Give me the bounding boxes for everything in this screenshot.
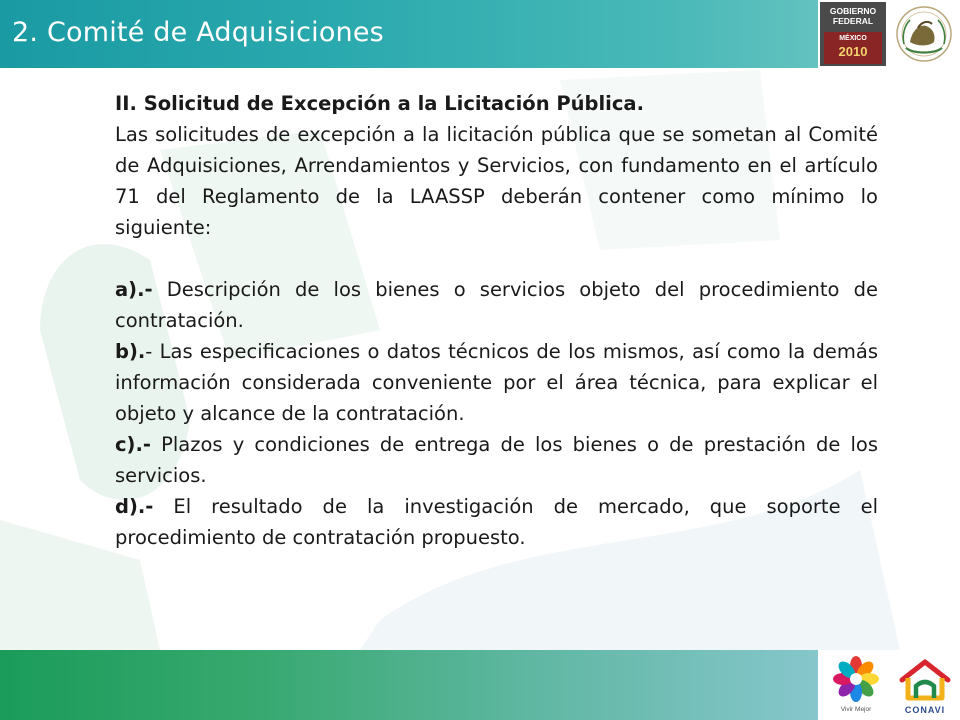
slide-content <box>115 88 878 553</box>
mexico-label: MÉXICO <box>839 35 867 42</box>
mexico-2010-badge <box>824 32 882 64</box>
item-c-text: Plazos y condiciones de entrega de los bienes o de prestación de los servicios. <box>115 433 878 487</box>
vivir-mejor-label: Vivir Mejor <box>840 706 872 713</box>
list-item-b <box>115 336 878 429</box>
item-b-text: - Las especificaciones o datos técnicos de los mismos, así como la demás información considerada conveniente por el área técnica, para explicar el objeto y alcance de la contratación. <box>115 340 878 425</box>
section-heading: II. Solicitud de Excepción a la Licitación Pública. <box>115 92 644 115</box>
item-a-text: Descripción de los bienes o servicios objeto del procedimiento de contratación. <box>115 278 878 332</box>
conavi-label: CONAVI <box>904 705 946 715</box>
gobierno-federal-logo <box>818 0 888 68</box>
slide-title: 2. Comité de Adquisiciones <box>12 17 384 48</box>
gov-logo-line1: GOBIERNO <box>829 6 877 16</box>
coat-of-arms-icon <box>888 0 960 68</box>
list-item-a <box>115 274 878 336</box>
conavi-house-icon <box>896 656 954 704</box>
footer-bar <box>0 650 818 720</box>
intro-paragraph: Las solicitudes de excepción a la licitación pública que se sometan al Comité de Adquisiciones, Arrendamientos y Servicios, con fundamento en el artículo 71 del Reglamento de la LAASSP deberán contener como mínimo lo siguiente: <box>115 123 878 239</box>
year-label: 2010 <box>838 44 868 59</box>
list-item-d <box>115 491 878 553</box>
vivir-mejor-flower-icon <box>831 654 881 704</box>
seal-container <box>888 0 960 68</box>
item-d-text: El resultado de la investigación de mercado, que soporte el procedimiento de contratación propuesto. <box>115 495 878 549</box>
item-a-label: a).- <box>115 278 153 301</box>
gov-logo-line2: FEDERAL <box>832 16 874 26</box>
gov-logo-text <box>820 6 886 26</box>
item-c-label: c).- <box>115 433 151 456</box>
footer-logos <box>818 650 960 720</box>
item-d-label: d).- <box>115 495 154 518</box>
list-item-c <box>115 429 878 491</box>
item-b-label: b). <box>115 340 146 363</box>
gov-logo-box <box>820 2 886 66</box>
